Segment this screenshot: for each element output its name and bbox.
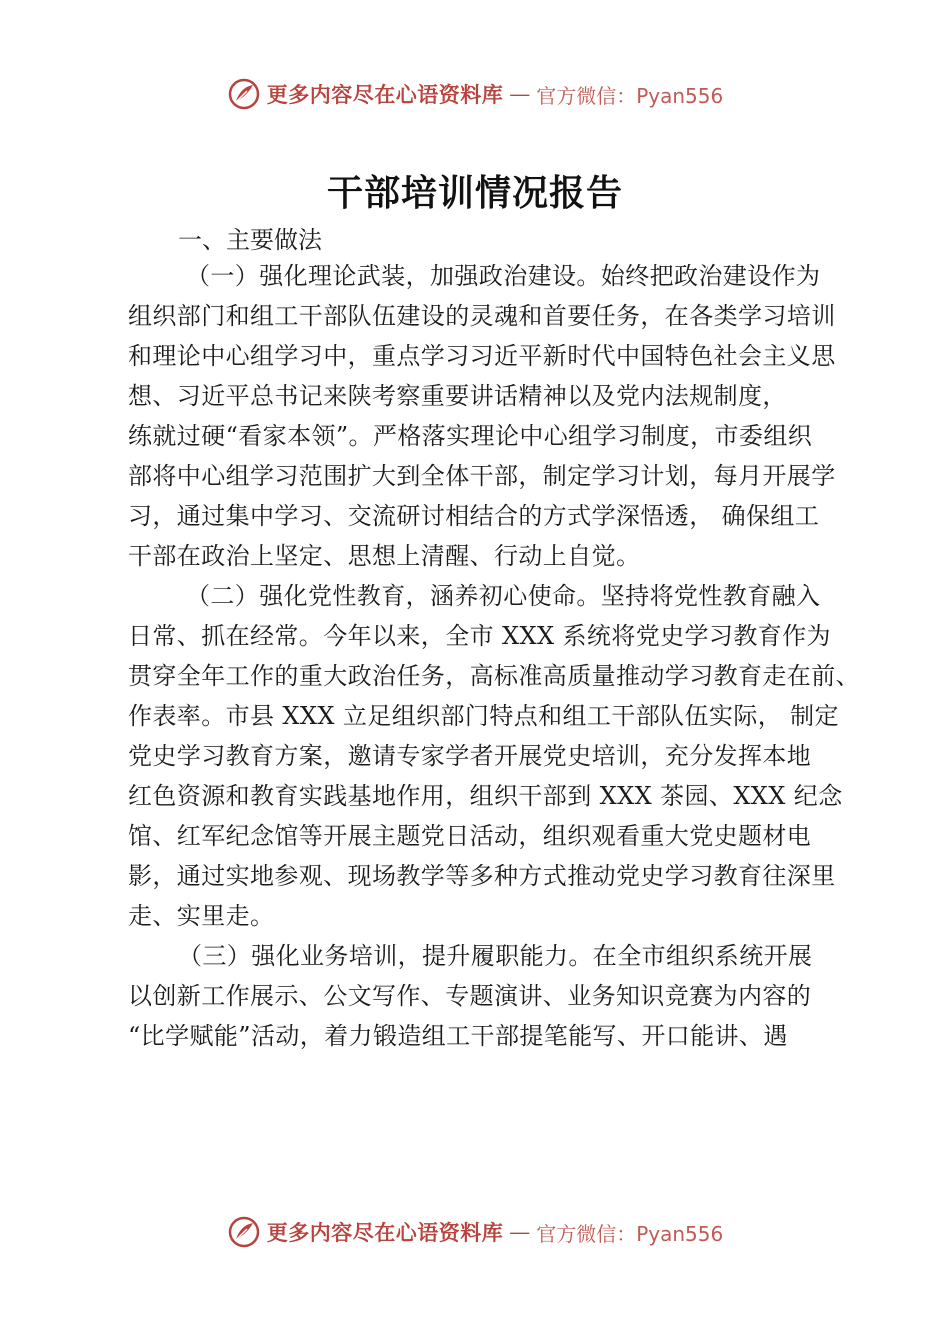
paragraph-line: “比学赋能”活动，着力锻造组工干部提笔能写、开口能讲、遇 bbox=[128, 1022, 788, 1050]
paragraph-line: 以创新工作展示、公文写作、专题演讲、业务知识竞赛为内容的 bbox=[128, 982, 812, 1010]
paragraph-line: 党史学习教育方案，邀请专家学者开展党史培训，充分发挥本地 bbox=[128, 742, 812, 770]
watermark-lead-text: 更多内容尽在心语资料库 bbox=[266, 1220, 504, 1245]
paragraph-line: 日常、抓在经常。今年以来，全市 XXX 系统将党史学习教育作为 bbox=[128, 622, 831, 650]
paragraph-line: （三）强化业务培训，提升履职能力。在全市组织系统开展 bbox=[178, 942, 813, 970]
paragraph-line: 组织部门和组工干部队伍建设的灵魂和首要任务，在各类学习培训 bbox=[128, 302, 836, 330]
paragraph-line: 习，通过集中学习、交流研讨相结合的方式学深悟透， 确保组工 bbox=[128, 502, 820, 530]
watermark-dash: — bbox=[509, 82, 531, 106]
paragraph-line: 贯穿全年工作的重大政治任务，高标准高质量推动学习教育走在前、 bbox=[128, 662, 860, 690]
paragraph-line: 和理论中心组学习中，重点学习习近平新时代中国特色社会主义思 bbox=[128, 342, 836, 370]
paragraph-line: 想、习近平总书记来陕考察重要讲话精神以及党内法规制度， bbox=[128, 382, 787, 410]
brand-logo-icon bbox=[227, 77, 261, 111]
paragraph-line: 馆、红军纪念馆等开展主题党日活动，组织观看重大党史题材电 bbox=[128, 822, 812, 850]
watermark-contact-text: 官方微信：Pyan556 bbox=[536, 1221, 724, 1246]
watermark-content bbox=[227, 77, 724, 111]
brand-logo-icon bbox=[227, 1215, 261, 1249]
watermark-content bbox=[227, 1215, 724, 1249]
watermark-dash: — bbox=[509, 1220, 531, 1244]
paragraph-line: 练就过硬“看家本领”。严格落实理论中心组学习制度，市委组织 bbox=[128, 422, 813, 450]
watermark-banner-top bbox=[0, 72, 950, 116]
paragraph-line: 干部在政治上坚定、思想上清醒、行动上自觉。 bbox=[128, 542, 641, 570]
watermark-contact-text: 官方微信：Pyan556 bbox=[536, 83, 724, 108]
paragraph-line: 红色资源和教育实践基地作用，组织干部到 XXX 茶园、XXX 纪念 bbox=[128, 782, 843, 810]
paragraph-line: 影，通过实地参观、现场教学等多种方式推动党史学习教育往深里 bbox=[128, 862, 836, 890]
paragraph-line: （二）强化党性教育，涵养初心使命。坚持将党性教育融入 bbox=[186, 582, 821, 610]
watermark-banner-bottom bbox=[0, 1210, 950, 1254]
paragraph-line: 部将中心组学习范围扩大到全体干部，制定学习计划，每月开展学 bbox=[128, 462, 836, 490]
paragraph-line: 走、实里走。 bbox=[128, 902, 275, 930]
paragraph-line: 作表率。市县 XXX 立足组织部门特点和组工干部队伍实际， 制定 bbox=[128, 702, 839, 730]
watermark-lead-text: 更多内容尽在心语资料库 bbox=[266, 82, 504, 107]
paragraph-line: （一）强化理论武装，加强政治建设。始终把政治建设作为 bbox=[186, 262, 821, 290]
document-title: 干部培训情况报告 bbox=[326, 172, 623, 214]
section-heading: 一、主要做法 bbox=[178, 226, 322, 254]
